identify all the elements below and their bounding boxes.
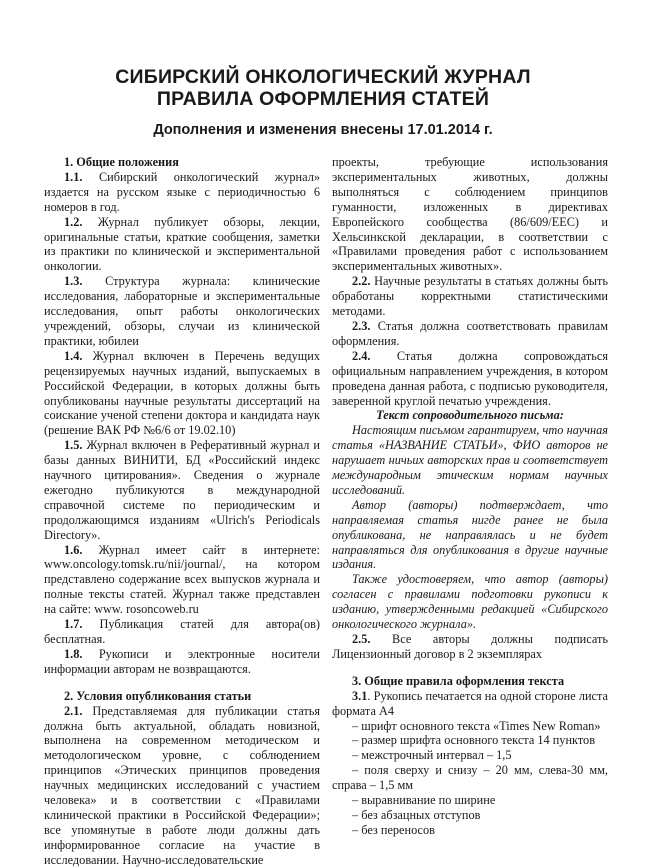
clause-text: Статья должна соответствовать правилам оформления. [332, 318, 608, 348]
clause-number: 2.3. [352, 318, 371, 333]
clause-1-6 [44, 543, 320, 618]
cover-letter-paragraph: Настоящим письмом гарантируем, что научная статья «НАЗВАНИЕ СТАТЬИ», ФИО авторов не нарушает ничьих авторских прав и соответствует международным этическим нормам научных исследований. [332, 423, 608, 497]
clause-number: 1.2. [64, 214, 83, 229]
format-list-item: – межстрочный интервал – 1,5 [352, 748, 512, 763]
clause-number: 3.1 [352, 688, 368, 703]
cover-letter-heading: Текст сопроводительного письма: [376, 408, 564, 423]
rules-title: ПРАВИЛА ОФОРМЛЕНИЯ СТАТЕЙ [156, 88, 490, 110]
clause-text: Статья должна сопровождаться официальным направлением учреждения, в котором проведена данная работа, с подписью руководителя, заверенной круглой печатью учреждения. [332, 348, 608, 408]
clause-3-1 [332, 689, 608, 719]
journal-title: СИБИРСКИЙ ОНКОЛОГИЧЕСКИЙ ЖУРНАЛ [115, 66, 531, 88]
clause-text: Научные результаты в статьях должны быть обработаны корректными статистическими методами. [332, 274, 608, 319]
amendments-subtitle: Дополнения и изменения внесены 17.01.2014 г. [153, 122, 493, 138]
clause-2-3 [332, 319, 608, 349]
clause-2-1 [44, 704, 320, 868]
section-1-heading: 1. Общие положения [64, 155, 179, 169]
cover-letter-paragraph: Автор (авторы) подтверждает, что направляемая статья нигде ранее не была опубликована, не направлялась и не будет направляться для опубликования в другие научные издания. [332, 497, 608, 572]
format-list-item: – без переносов [352, 822, 435, 837]
format-list-item: – без абзацных отступов [352, 807, 481, 822]
format-list-item: – шрифт основного текста «Times New Roman» [352, 718, 601, 733]
clause-text: Структура журнала: клинические исследования, лабораторные и экспериментальные исследования, опыт работы онкологических учреждений, обзоры, случаи из клинической практики, юбилеи [44, 274, 321, 348]
clause-2-1-continued: проекты, требующие использования экспериментальных животных, должны выполняться с соблюдением принципов гуманности, изложенных в директивах Европейского сообщества (86/609/EEC) и Хельсинкской декларации, в соответствии с «Правилами проведения работ с использованием экспериментальных животных». [332, 155, 608, 274]
format-list-item: – выравнивание по ширине [352, 793, 496, 808]
clause-1-7 [44, 617, 320, 647]
section-2-heading: 2. Условия опубликования статьи [64, 688, 252, 703]
clause-1-1 [44, 170, 320, 215]
clause-number: 1.4. [64, 348, 83, 363]
clause-1-3 [44, 274, 320, 349]
right-column [332, 155, 608, 838]
clause-number: 1.5. [64, 438, 83, 453]
clause-1-4 [44, 349, 320, 438]
clause-number: 1.6. [64, 542, 83, 557]
clause-1-5 [44, 438, 320, 542]
clause-text: Журнал включен в Реферативный журнал и базы данных ВИНИТИ, БД «Российский индекс научного цитирования». Сведения о журнале ежегодно публикуются в международной справочной системе по периодическим и продолжающимся изданиям «Ulrich's Periodicals Directory». [44, 438, 321, 542]
clause-number: 1.1. [64, 169, 83, 184]
left-column [44, 155, 320, 868]
clause-text: Журнал публикует обзоры, лекции, оригинальные статьи, краткие сообщения, заметки из практики по клинической и экспериментальной онкологии. [44, 214, 320, 274]
clause-text: Журнал имеет сайт в интернете: www.oncology.tomsk.ru/nii/journal/, на котором представлено содержание всех выпусков журнала и полные тексты статей. Журнал также представлен на сайте: www. rosoncoweb.ru [44, 542, 321, 617]
clause-2-4 [332, 349, 608, 409]
clause-text: Сибирский онкологический журнал» издается на русском языке с периодичностью 6 номеров в год. [44, 169, 320, 214]
clause-number: 1.8. [64, 646, 83, 661]
clause-1-8 [44, 647, 320, 677]
section-3-heading: 3. Общие правила оформления текста [352, 673, 565, 688]
clause-number: 2.5. [352, 632, 371, 646]
clause-number: 2.1. [64, 703, 83, 718]
clause-text: Рукописи и электронные носители информации авторам не возвращаются. [44, 646, 320, 676]
clause-number: 2.2. [352, 274, 371, 289]
clause-text: Журнал включен в Перечень ведущих рецензируемых научных изданий, выпускаемых в Российской Федерации, в которых должны быть опубликованы научные результаты диссертаций на соискание ученой степени доктора и кандидата наук (решение ВАК РФ №6/6 от 19.02.10) [44, 348, 320, 438]
clause-text: . Рукопись печатается на одной стороне листа формата А4 [332, 688, 608, 718]
clause-text: Представляемая для публикации статья должна быть актуальной, обладать новизной, выполнена на современном методическом и методологическом уровне, с соблюдением принципов «Этических принципов проведения научных медицинских исследований с участием человека» и в соответствии с «Правилами клинической практики в Российской Федерации»; все упомянутые в работе люди должны дать информированное согласие на участие в исследовании. Научно-исследовательские [44, 703, 321, 867]
format-list-item: – размер шрифта основного текста 14 пунктов [352, 733, 596, 748]
clause-2-5 [332, 632, 608, 662]
clause-number: 1.3. [64, 274, 83, 289]
clause-1-2 [44, 215, 320, 275]
clause-text: Публикация статей для автора(ов) бесплатная. [44, 617, 320, 646]
clause-number: 2.4. [352, 348, 371, 363]
clause-text: Все авторы должны подписать Лицензионный договор в 2 экземплярах [332, 632, 608, 661]
format-list-item: – поля сверху и снизу – 20 мм, слева-30 мм, справа – 1,5 мм [332, 763, 608, 793]
clause-number: 1.7. [64, 617, 83, 632]
clause-2-2 [332, 274, 608, 319]
cover-letter-paragraph: Также удостоверяем, что автор (авторы) согласен с правилами подготовки рукописи к изданию, утвержденными редакцией «Сибирского онкологического журнала». [332, 572, 608, 632]
